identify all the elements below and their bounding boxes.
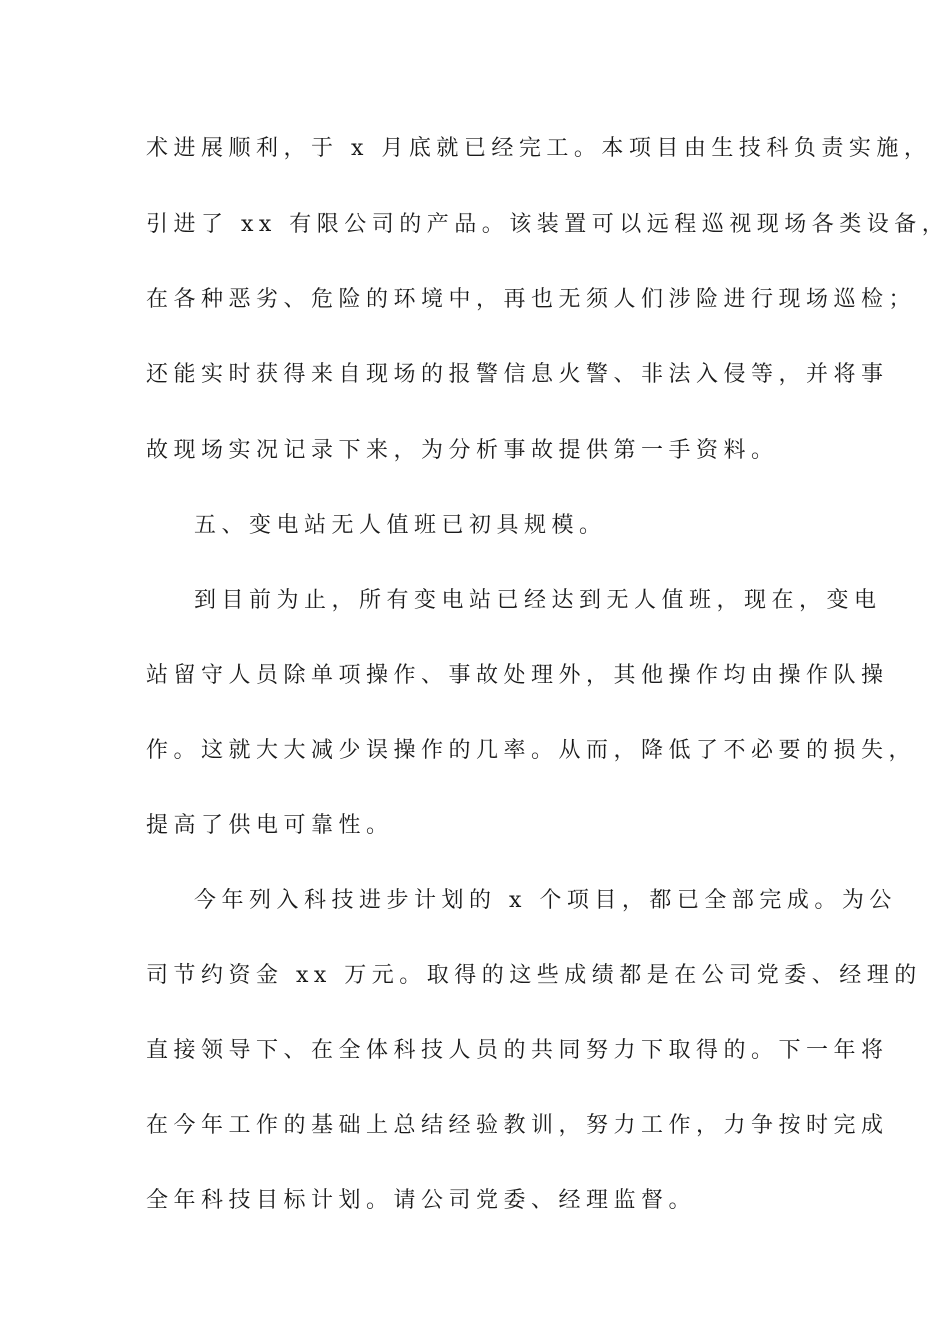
text-line: 在各种恶劣、危险的环境中，再也无须人们涉险进行现场巡检；	[146, 287, 917, 312]
text-line: 还能实时获得来自现场的报警信息火警、非法入侵等，并将事	[146, 362, 889, 387]
text-line: 全年科技目标计划。请公司党委、经理监督。	[146, 1188, 697, 1213]
text-line: 直接领导下、在全体科技人员的共同努力下取得的。下一年将	[146, 1038, 889, 1063]
text-line: 引进了 xx 有限公司的产品。该装置可以远程巡视现场各类设备，	[146, 212, 950, 237]
text-line: 故现场实况记录下来，为分析事故提供第一手资料。	[146, 438, 779, 463]
section-heading: 五、变电站无人值班已初具规模。	[194, 513, 607, 538]
text-line: 到目前为止，所有变电站已经达到无人值班，现在，变电	[194, 588, 882, 613]
text-line: 站留守人员除单项操作、事故处理外，其他操作均由操作队操	[146, 663, 889, 688]
text-line: 今年列入科技进步计划的 x 个项目，都已全部完成。为公	[194, 888, 897, 913]
text-line: 司节约资金 xx 万元。取得的这些成绩都是在公司党委、经理的	[146, 963, 922, 988]
text-line: 作。这就大大减少误操作的几率。从而，降低了不必要的损失，	[146, 738, 917, 763]
text-line: 在今年工作的基础上总结经验教训，努力工作，力争按时完成	[146, 1113, 889, 1138]
text-line: 提高了供电可靠性。	[146, 813, 394, 838]
text-line: 术进展顺利，于 x 月底就已经完工。本项目由生技科负责实施，	[146, 136, 932, 161]
